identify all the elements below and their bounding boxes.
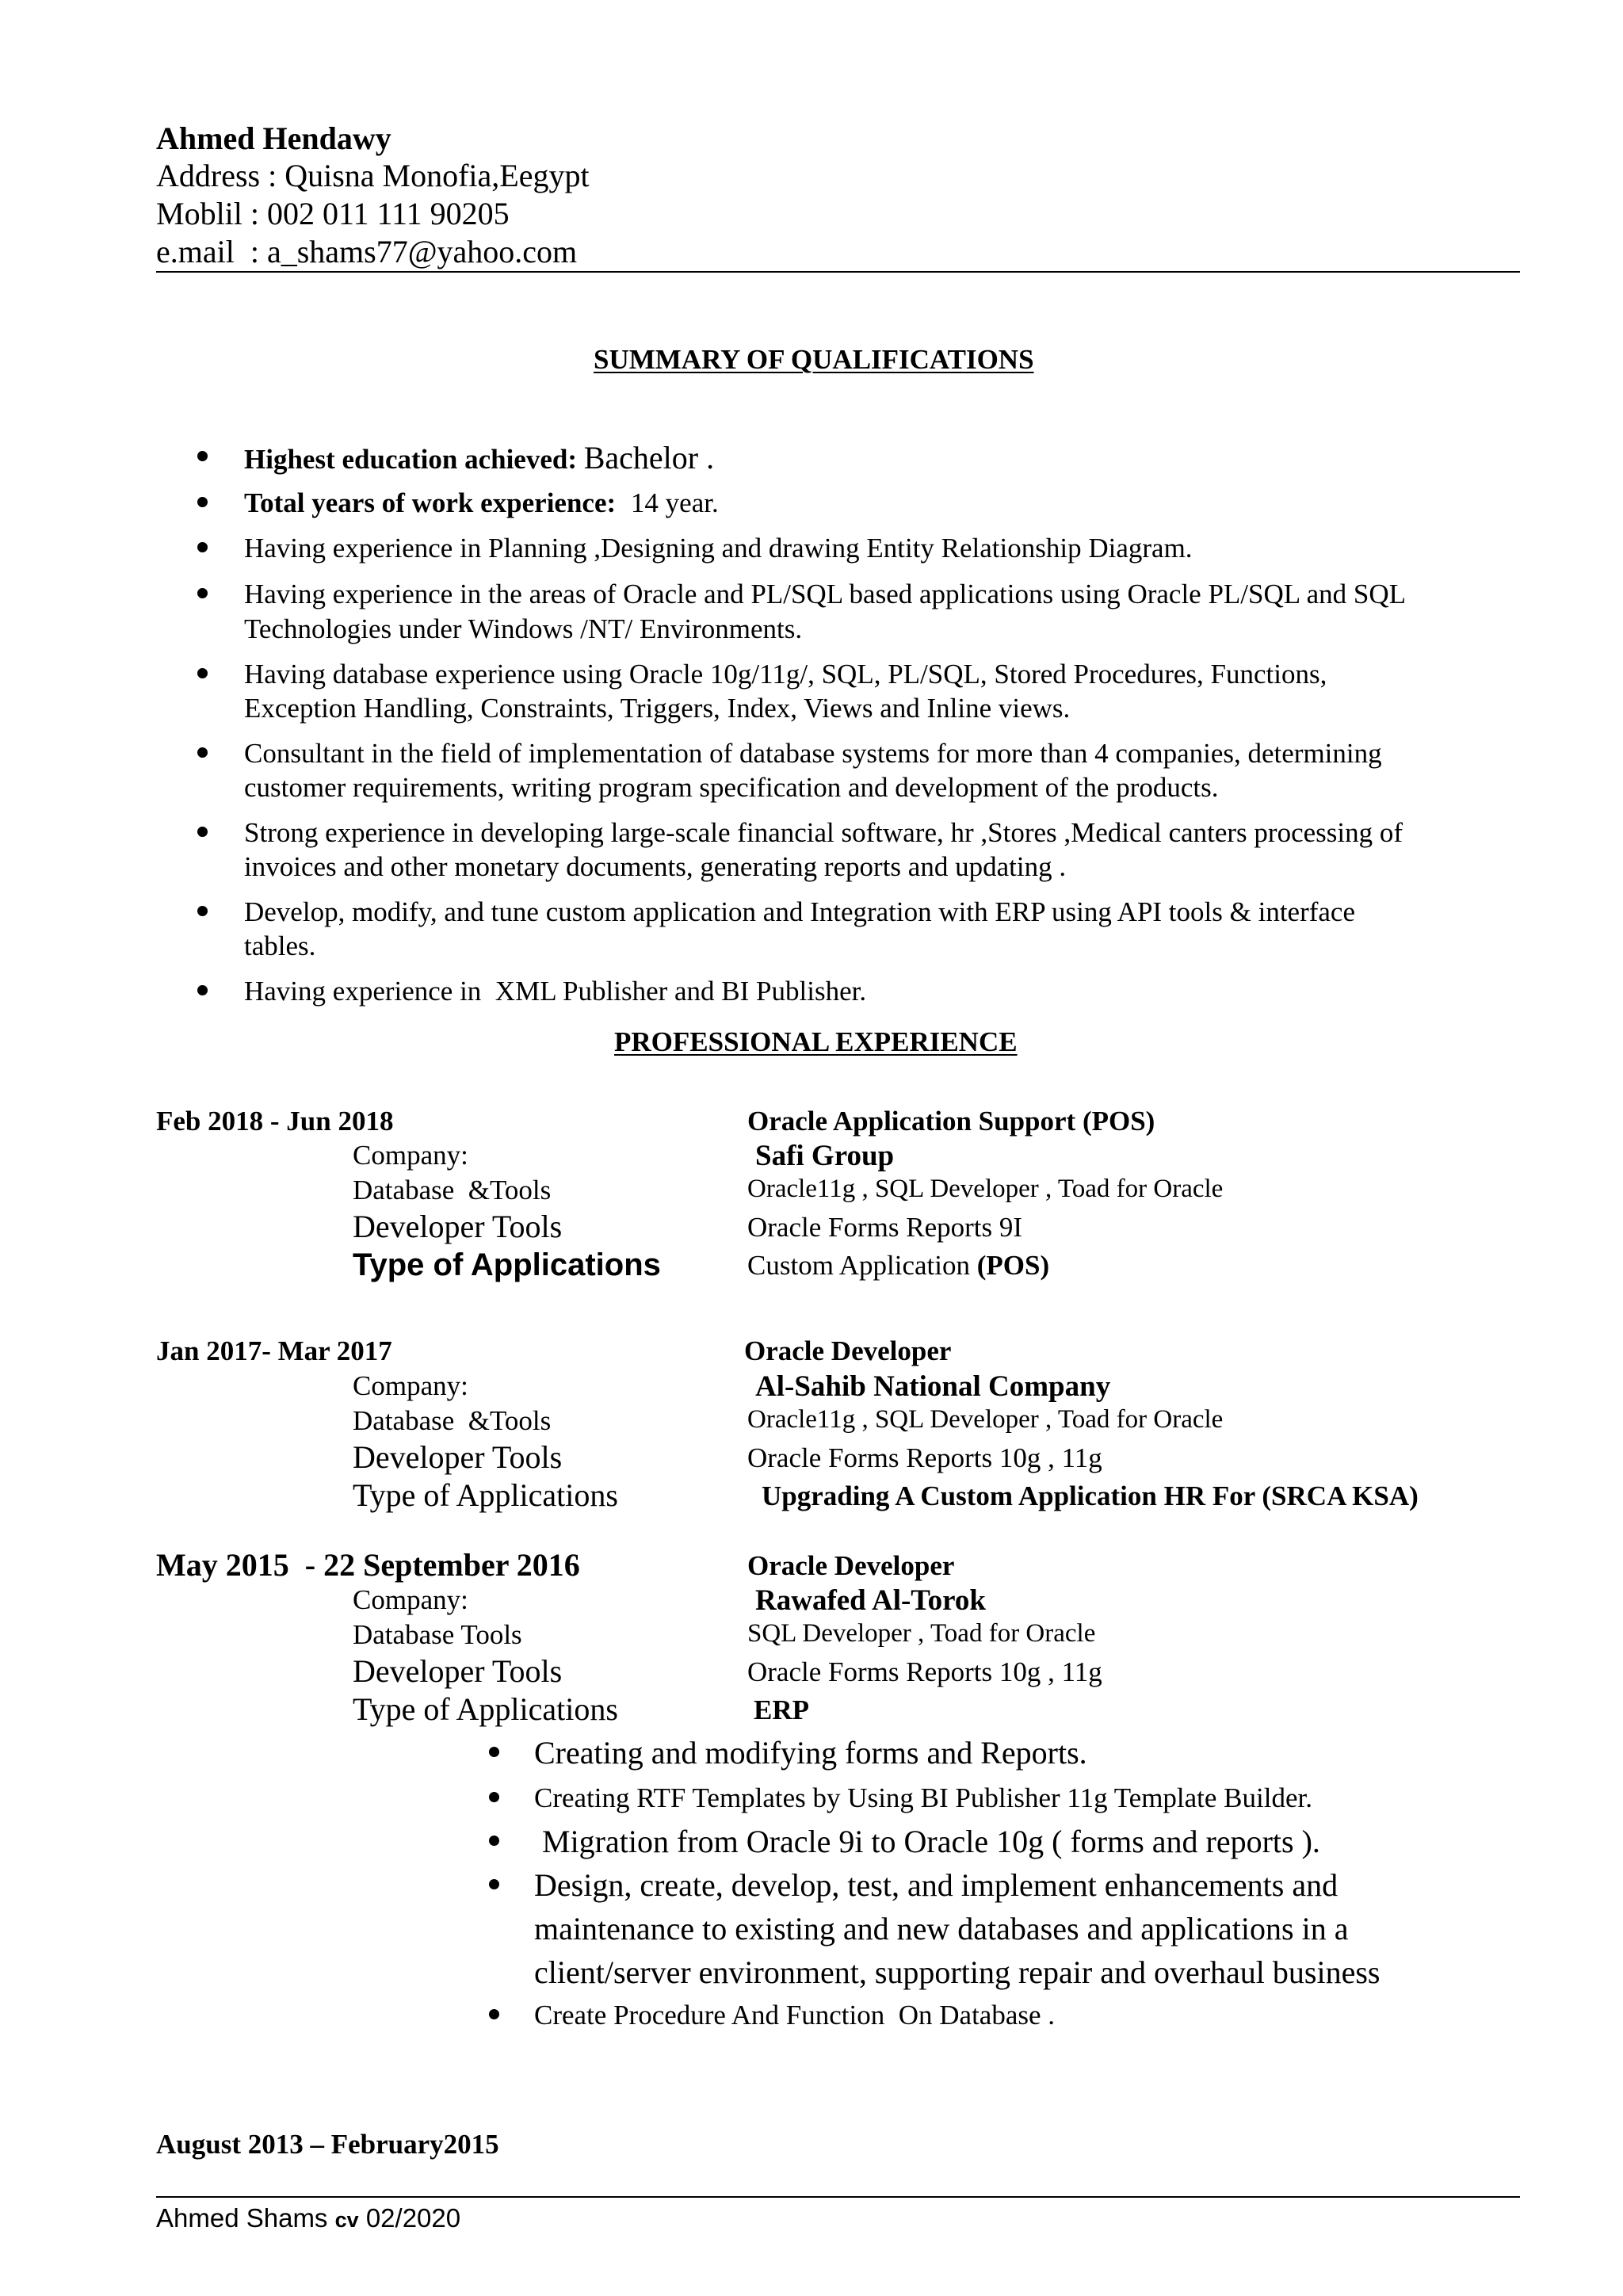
company-label: Company: — [353, 1370, 468, 1401]
summary-item: Having database experience using Oracle 10g/11g/, SQL, PL/SQL, Stored Procedures, Functions, — [244, 659, 1327, 690]
bullet-icon — [197, 451, 208, 461]
education-item — [244, 442, 714, 474]
bullet-icon — [197, 497, 208, 507]
summary-item: Having experience in XML Publisher and BI Publisher. — [244, 976, 867, 1007]
bullet-icon — [489, 1879, 499, 1889]
bullet-icon — [197, 542, 208, 552]
duty-item: Creating and modifying forms and Reports. — [534, 1735, 1087, 1771]
bullet-icon — [197, 747, 208, 758]
footer-name: Ahmed Shams — [156, 2203, 328, 2233]
bullet-icon — [489, 2009, 499, 2019]
app-type-label: Type of Applications — [353, 1247, 661, 1282]
app-type-emphasis: (POS) — [976, 1250, 1050, 1281]
db-tools-label: Database &Tools — [353, 1175, 552, 1205]
dev-tools-value: Oracle Forms Reports 10g , 11g — [747, 1442, 1102, 1473]
dev-tools-value: Oracle Forms Reports 10g , 11g — [747, 1656, 1102, 1687]
bullet-icon — [197, 985, 208, 995]
duty-item: Design, create, develop, test, and implement enhancements and — [534, 1867, 1338, 1903]
company-label: Company: — [353, 1584, 468, 1615]
company-name: Rawafed Al-Torok — [755, 1584, 986, 1617]
app-type-value: Upgrading A Custom Application HR For (SRCA KSA) — [762, 1480, 1419, 1511]
candidate-name: Ahmed Hendawy — [156, 120, 391, 156]
app-type-label: Type of Applications — [353, 1477, 618, 1513]
duty-item: Migration from Oracle 9i to Oracle 10g ( forms and reports ). — [534, 1824, 1320, 1859]
summary-item: Having experience in Planning ,Designing and drawing Entity Relationship Diagram. — [244, 533, 1193, 563]
education-value: Bachelor . — [583, 440, 715, 476]
summary-item: Having experience in the areas of Oracle and PL/SQL based applications using Oracle PL/SQL and SQL — [244, 579, 1407, 609]
app-type-label: Type of Applications — [353, 1691, 618, 1727]
summary-heading: SUMMARY OF QUALIFICATIONS — [594, 344, 1034, 375]
summary-item: Develop, modify, and tune custom application and Integration with ERP using API tools & interface — [244, 896, 1355, 927]
app-type-value — [747, 1251, 1049, 1279]
summary-item: tables. — [244, 930, 316, 961]
summary-item: customer requirements, writing program specification and development of the products. — [244, 772, 1219, 803]
header-divider — [156, 271, 1520, 273]
footer-text — [156, 2205, 460, 2231]
footer-cv: cv — [334, 2208, 359, 2232]
bullet-icon — [489, 1747, 499, 1757]
db-tools-label: Database &Tools — [353, 1405, 552, 1436]
email-line: e.mail : a_shams77@yahoo.com — [156, 234, 578, 269]
bullet-icon — [489, 1836, 499, 1846]
job-title: Oracle Application Support (POS) — [747, 1106, 1155, 1137]
company-name: Safi Group — [755, 1140, 895, 1172]
summary-item: invoices and other monetary documents, generating reports and updating . — [244, 851, 1067, 882]
footer-divider — [156, 2196, 1520, 2198]
summary-item: Technologies under Windows /NT/ Environments. — [244, 613, 803, 644]
experience-heading: PROFESSIONAL EXPERIENCE — [614, 1026, 1018, 1057]
duty-item: maintenance to existing and new databases and applications in a — [534, 1911, 1349, 1946]
job-dates: Feb 2018 - Jun 2018 — [156, 1106, 394, 1137]
summary-item: Consultant in the field of implementation of database systems for more than 4 companies, determining — [244, 738, 1382, 769]
db-tools-value: SQL Developer , Toad for Oracle — [747, 1619, 1096, 1648]
dev-tools-value: Oracle Forms Reports 9I — [747, 1212, 1023, 1243]
company-name: Al-Sahib National Company — [755, 1370, 1111, 1403]
experience-years-item — [244, 489, 719, 517]
job-dates: Jan 2017- Mar 2017 — [156, 1335, 392, 1366]
dev-tools-label: Developer Tools — [353, 1653, 563, 1689]
bullet-icon — [197, 588, 208, 598]
app-type-value: ERP — [754, 1694, 809, 1725]
bullet-icon — [197, 668, 208, 678]
db-tools-label: Database Tools — [353, 1619, 522, 1650]
company-label: Company: — [353, 1140, 468, 1171]
job-dates: August 2013 – February2015 — [156, 2129, 499, 2160]
experience-years-label: Total years of work experience: — [244, 487, 617, 518]
mobile-line: Moblil : 002 011 111 90205 — [156, 196, 510, 231]
bullet-icon — [489, 1792, 499, 1802]
bullet-icon — [197, 827, 208, 837]
duty-item: Creating RTF Templates by Using BI Publisher 11g Template Builder. — [534, 1782, 1312, 1813]
education-label: Highest education achieved: — [244, 444, 577, 475]
experience-years-value: 14 year. — [630, 487, 719, 518]
summary-item: Strong experience in developing large-scale financial software, hr ,Stores ,Medical canters processing of — [244, 817, 1403, 848]
duty-item: Create Procedure And Function On Database . — [534, 2000, 1056, 2030]
job-dates: May 2015 - 22 September 2016 — [156, 1547, 580, 1583]
app-type-text: Custom Application — [747, 1250, 970, 1281]
db-tools-value: Oracle11g , SQL Developer , Toad for Oracle — [747, 1405, 1224, 1434]
bullet-icon — [197, 906, 208, 916]
dev-tools-label: Developer Tools — [353, 1209, 563, 1244]
duty-item: client/server environment, supporting repair and overhaul business — [534, 1954, 1381, 1990]
address-line: Address : Quisna Monofia,Eegypt — [156, 158, 590, 193]
job-title: Oracle Developer — [744, 1335, 952, 1366]
dev-tools-label: Developer Tools — [353, 1439, 563, 1475]
db-tools-value: Oracle11g , SQL Developer , Toad for Oracle — [747, 1175, 1224, 1203]
job-title: Oracle Developer — [747, 1550, 955, 1581]
summary-item: Exception Handling, Constraints, Triggers, Index, Views and Inline views. — [244, 693, 1071, 724]
footer-date: 02/2020 — [365, 2203, 461, 2233]
